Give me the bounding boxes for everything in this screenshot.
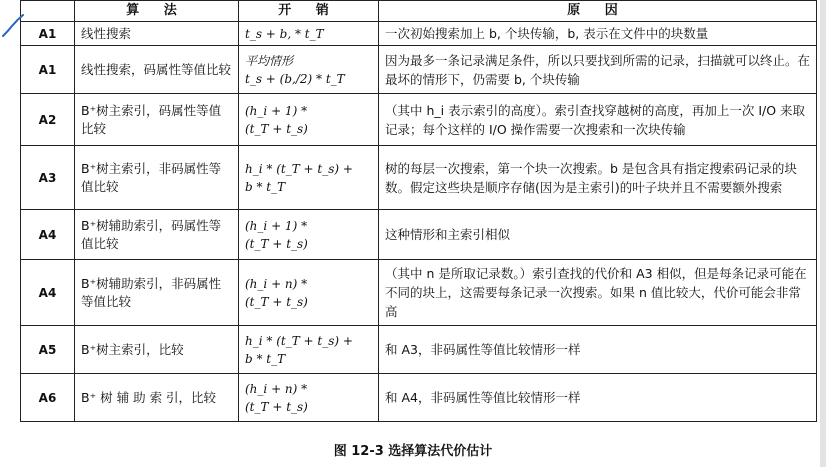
selection-cost-table bbox=[20, 0, 817, 422]
algorithm-reason: 一次初始搜索加上 b, 个块传输，b, 表示在文件中的块数量 bbox=[379, 22, 817, 46]
algorithm-method: B⁺树主索引，比较 bbox=[75, 326, 239, 374]
algorithm-method: B⁺ 树 辅 助 索 引，比较 bbox=[75, 374, 239, 422]
algorithm-cost: h_i * (t_T + t_s) + b * t_T bbox=[239, 326, 379, 374]
algorithm-reason: 这种情形和主索引相似 bbox=[379, 210, 817, 260]
algorithm-method: B⁺树主索引，码属性等值比较 bbox=[75, 94, 239, 146]
algorithm-id: A4 bbox=[21, 210, 75, 260]
table-row bbox=[21, 260, 817, 326]
figure-caption: 图 12-3 选择算法代价估计 bbox=[333, 444, 493, 459]
algorithm-reason: 树的每层一次搜索，第一个块一次搜索。b 是包含具有指定搜索码记录的块数。假定这些块是顺序存储(因为是主索引)的叶子块并且不需要额外搜索 bbox=[379, 146, 817, 210]
algorithm-method: 线性搜索 bbox=[75, 22, 239, 46]
algorithm-reason: 和 A3，非码属性等值比较情形一样 bbox=[379, 326, 817, 374]
table-row bbox=[21, 326, 817, 374]
algorithm-id: A4 bbox=[21, 260, 75, 326]
table-row bbox=[21, 46, 817, 94]
header-blank bbox=[21, 1, 75, 22]
table-header-row bbox=[21, 1, 817, 22]
algorithm-method: B⁺树主索引，非码属性等值比较 bbox=[75, 146, 239, 210]
algorithm-reason: （其中 h_i 表示索引的高度）。索引查找穿越树的高度，再加上一次 I/O 来取记录；每个这样的 I/O 操作需要一次搜索和一次块传输 bbox=[379, 94, 817, 146]
algorithm-id: A1 bbox=[21, 46, 75, 94]
algorithm-cost: t_s + b, * t_T bbox=[239, 22, 379, 46]
algorithm-cost: (h_i + n) * (t_T + t_s) bbox=[239, 260, 379, 326]
algorithm-id: A2 bbox=[21, 94, 75, 146]
algorithm-id: A5 bbox=[21, 326, 75, 374]
algorithm-reason: 和 A4，非码属性等值比较情形一样 bbox=[379, 374, 817, 422]
table-row bbox=[21, 94, 817, 146]
algorithm-id: A3 bbox=[21, 146, 75, 210]
algorithm-method: B⁺树辅助索引，码属性等值比较 bbox=[75, 210, 239, 260]
algorithm-reason: 因为最多一条记录满足条件，所以只要找到所需的记录，扫描就可以终止。在最坏的情形下，仍需要 b, 个块传输 bbox=[379, 46, 817, 94]
header-algorithm: 算 法 bbox=[75, 1, 239, 22]
algorithm-method: 线性搜索，码属性等值比较 bbox=[75, 46, 239, 94]
header-reason: 原 因 bbox=[379, 1, 817, 22]
pen-mark-icon bbox=[2, 14, 24, 38]
algorithm-cost: h_i * (t_T + t_s) + b * t_T bbox=[239, 146, 379, 210]
algorithm-cost: (h_i + n) * (t_T + t_s) bbox=[239, 374, 379, 422]
table-row bbox=[21, 210, 817, 260]
algorithm-cost: (h_i + 1) * (t_T + t_s) bbox=[239, 210, 379, 260]
algorithm-id: A6 bbox=[21, 374, 75, 422]
table-row bbox=[21, 146, 817, 210]
algorithm-cost: 平均情形 t_s + (b,/2) * t_T bbox=[239, 46, 379, 94]
algorithm-method: B⁺树辅助索引，非码属性等值比较 bbox=[75, 260, 239, 326]
algorithm-id: A1 bbox=[21, 22, 75, 46]
table-row bbox=[21, 22, 817, 46]
table-row bbox=[21, 374, 817, 422]
page-edge-shadow bbox=[820, 0, 826, 467]
header-cost: 开 销 bbox=[239, 1, 379, 22]
algorithm-reason: （其中 n 是所取记录数。）索引查找的代价和 A3 相似，但是每条记录可能在不同的块上，这需要每条记录一次搜索。如果 n 值比较大，代价可能会非常高 bbox=[379, 260, 817, 326]
algorithm-cost: (h_i + 1) * (t_T + t_s) bbox=[239, 94, 379, 146]
